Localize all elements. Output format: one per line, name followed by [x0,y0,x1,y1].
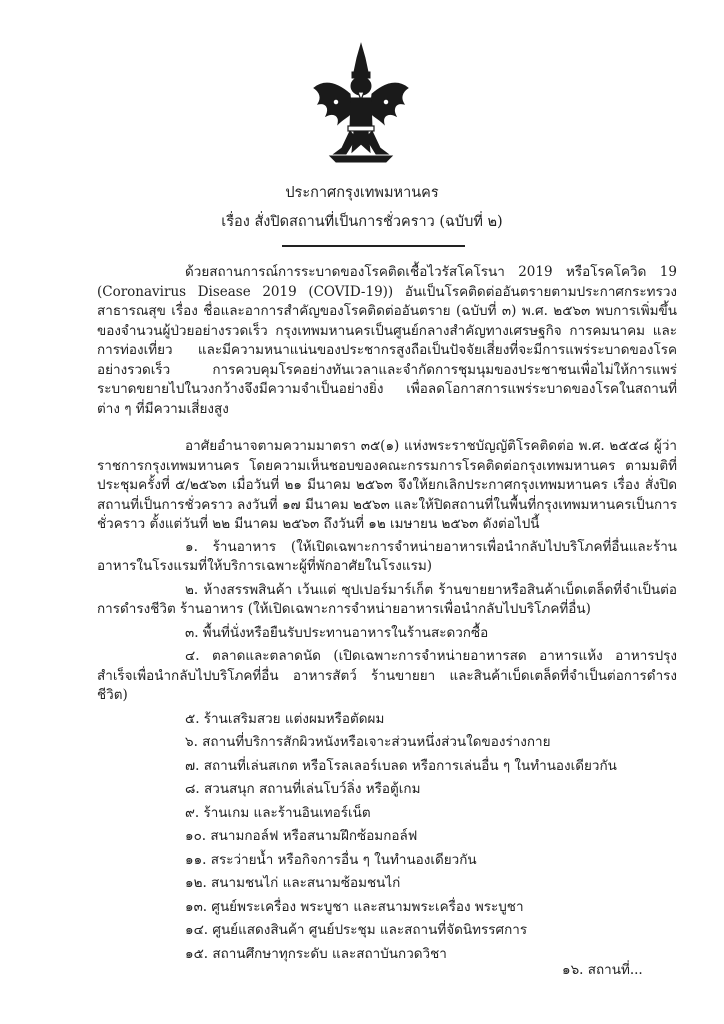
list-item: ๖. สถานที่บริการสักผิวหนังหรือเจาะส่วนหนึ่งส่วนใดของร่างกาย [185,734,551,750]
list-item: ๓. พื้นที่นั่งหรือยืนรับประทานอาหารในร้านสะดวกซื้อ [185,624,489,641]
list-item: ๑๕. สถานศึกษาทุกระดับ และสถาบันกวดวิชา [185,945,447,962]
list-item: ๑๔. ศูนย์แสดงสินค้า ศูนย์ประชุม และสถานที่จัดนิทรรศการ [185,922,528,938]
list-item: ๑. ร้านอาหาร (ให้เปิดเฉพาะการจำหน่ายอาหารเพื่อนำกลับไปบริโภคที่อื่นและร้านอาหารในโรงแรมที่ให้บริการเฉพาะผู้ที่พักอาศัยในโรงแรม) [97,538,677,574]
list-item: ๑๒. สนามชนไก่ และสนามซ้อมชนไก่ [185,875,401,891]
announcement-title: ประกาศกรุงเทพมหานคร [285,185,439,201]
list-item: ๑๑. สระว่ายน้ำ หรือกิจการอื่น ๆ ในทำนองเดียวกัน [185,851,477,868]
authority-paragraph: อาศัยอำนาจตามความมาตรา ๓๕(๑) แห่งพระราชบัญญัติโรคติดต่อ พ.ศ. ๒๕๕๘ ผู้ว่าราชการกรุงเทพมหานคร โดยความเห็นชอบของคณะกรรมการโรคติดต่อกรุงเทพมหานคร ตามมติที่ประชุมครั้งที่ ๕/๒๕๖๓ เมื่อวันที่ ๒๑ มีนาคม ๒๕๖๓ จึงให้ยกเลิกประกาศกรุงเทพมหานคร เรื่อง สั่งปิดสถานที่เป็นการชั่วคราว ลงวันที่ ๑๗ มีนาคม ๒๕๖๓ และให้ปิดสถานที่ในพื้นที่กรุงเทพมหานครเป็นการชั่วคราว ตั้งแต่วันที่ ๒๒ มีนาคม ๒๕๖๓ ถึงวันที่ ๑๒ เมษายน ๒๕๖๓ ดังต่อไปนี้ [97,438,677,532]
announcement-subject: เรื่อง สั่งปิดสถานที่เป็นการชั่วคราว (ฉบับที่ ๒) [221,214,503,230]
document-body [97,263,677,968]
garuda-emblem-svg [306,42,416,167]
list-item: ๑๓. ศูนย์พระเครื่อง พระบูชา และสนามพระเครื่อง พระบูชา [185,898,524,915]
list-item: ๔. ตลาดและตลาดนัด (เปิดเฉพาะการจำหน่ายอาหารสด อาหารแห้ง อาหารปรุงสำเร็จเพื่อนำกลับไปบริโภคที่อื่น อาหารสัตว์ ร้านขายยา และสินค้าเบ็ดเตล็ดที่จำเป็นต่อการดำรงชีวิต) [97,648,677,703]
list-item: ๕. ร้านเสริมสวย แต่งผมหรือตัดผม [185,710,385,727]
list-item: ๙. ร้านเกม และร้านอินเทอร์เน็ต [185,804,371,821]
page-continuation: ๑๖. สถานที่... [562,962,643,978]
title-divider [282,245,465,247]
list-item: ๘. สวนสนุก สถานที่เล่นโบว์ลิ่ง หรือตู้เกม [185,781,421,797]
list-item: ๒. ห้างสรรพสินค้า เว้นแต่ ซุปเปอร์มาร์เก็ต ร้านขายยาหรือสินค้าเบ็ดเตล็ดที่จำเป็นต่อการดำรงชีวิต ร้านอาหาร (ให้เปิดเฉพาะการจำหน่ายอาหารเพื่อนำกลับไปบริโภคที่อื่น) [97,581,677,617]
intro-paragraph: ด้วยสถานการณ์การระบาดของโรคติดเชื้อไวรัสโคโรนา 2019 หรือโรคโควิด 19 (Coronavirus Disease 2019 (COVID-19)) อันเป็นโรคติดต่ออันตรายตามประกาศกระทรวงสาธารณสุข เรื่อง ชื่อและอาการสำคัญของโรคติดต่ออันตราย (ฉบับที่ ๓) พ.ศ. ๒๕๖๓ พบการเพิ่มขึ้นของจำนวนผู้ป่วยอย่างรวดเร็ว กรุงเทพมหานครเป็นศูนย์กลางสำคัญทางเศรษฐกิจ การคมนาคม และการท่องเที่ยว และมีความหนาแน่นของประชากรสูงถือเป็นปัจจัยเสี่ยงที่จะมีการแพร่ระบาดของโรคอย่างรวดเร็ว การควบคุมโรคอย่างทันเวลาและจำกัดการชุมนุมของประชาชนเพื่อไม่ให้การแพร่ระบาดขยายไปในวงกว้างจึงมีความจำเป็นอย่างยิ่ง เพื่อลดโอกาสการแพร่ระบาดของโรคในสถานที่ต่าง ๆ ที่มีความเสี่ยงสูง [97,264,677,417]
list-item: ๑๐. สนามกอล์ฟ หรือสนามฝึกซ้อมกอล์ฟ [185,828,418,844]
closure-list [97,538,677,965]
list-item: ๗. สถานที่เล่นสเกต หรือโรลเลอร์เบลด หรือการเล่นอื่น ๆ ในทำนองเดียวกัน [185,757,617,774]
garuda-emblem-icon [306,42,416,167]
